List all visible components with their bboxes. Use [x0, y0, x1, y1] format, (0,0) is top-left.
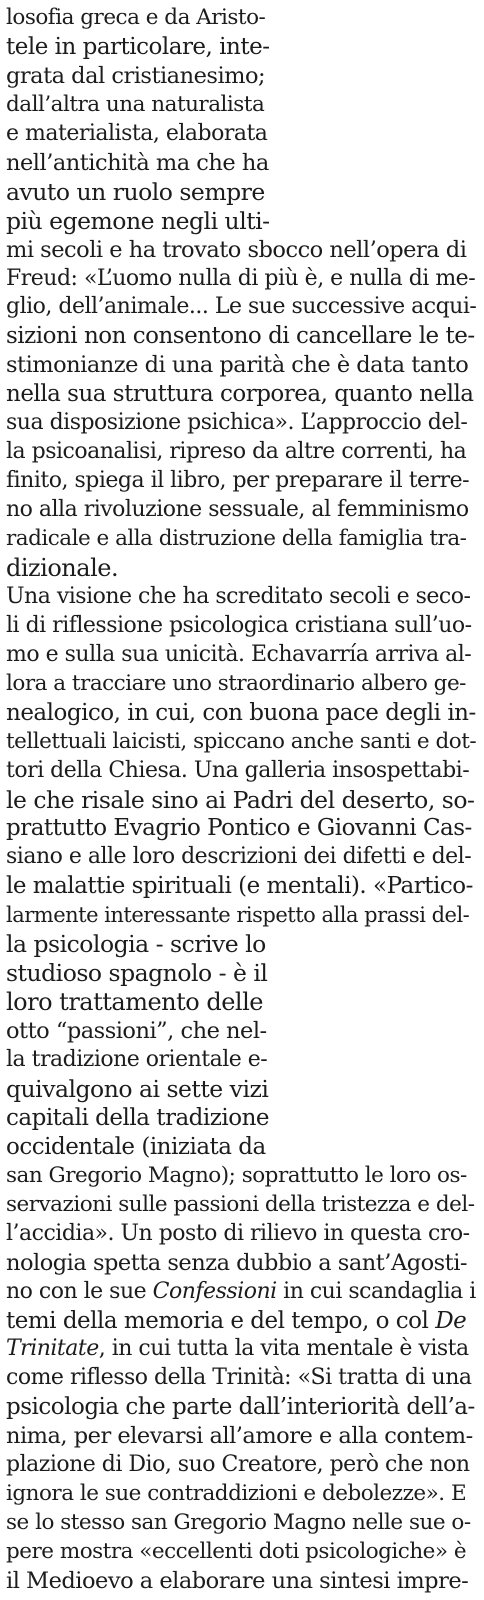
book-title-trinitate: Trinitate [6, 1336, 99, 1362]
text-line: sizioni non consentono di cancellare le te- [6, 323, 475, 350]
text-line: loro trattamento delle [6, 988, 263, 1017]
text-line: larmente interessante rispetto alla prassi del- [6, 903, 470, 928]
text-line: Freud: «L’uomo nulla di più è, e nulla di me- [6, 265, 476, 291]
text-line: grata dal cristianesimo; [6, 62, 266, 89]
text-line: avuto un ruolo sempre [6, 177, 265, 206]
text-line: come riflesso della Trinità: «Si tratta di una [6, 1365, 472, 1391]
text-line: radicale e alla distruzione della famiglia tra- [6, 526, 467, 552]
text-segment: , in cui tutta la vita mentale è vista [98, 1336, 469, 1362]
book-title-confessioni: Confessioni [152, 1278, 277, 1304]
text-line: mo e sulla sua unicità. Echavarría arriva al- [6, 641, 472, 667]
text-line: la tradizione orientale e- [6, 1047, 268, 1073]
text-line: la psicologia - scrive lo [6, 930, 266, 959]
text-line: quivalgono ai sette vizi [6, 1074, 269, 1103]
text-line: nologia spetta senza dubbio a sant’Agosti- [6, 1249, 468, 1276]
text-line: sua disposizione psichica». L’approccio del- [6, 410, 468, 436]
text-line: san Gregorio Magno); soprattutto le loro os- [6, 1162, 467, 1188]
text-line: occidentale (iniziata da [6, 1133, 266, 1160]
text-line: il Medioevo a elaborare una sintesi impre- [6, 1568, 469, 1595]
text-line: tellettuali laicisti, spiccano anche santi e dot- [6, 728, 477, 754]
text-line: otto “passioni”, che nel- [6, 1018, 267, 1045]
text-line: le malattie spirituali (e mentali). «Partico- [6, 873, 473, 900]
text-line: servazioni sulle passioni della tristezza e del- [6, 1191, 475, 1217]
text-line: le che risale sino ai Padri del deserto, so- [6, 785, 475, 814]
text-line: capitali della tradizione [6, 1104, 269, 1131]
text-line: nima, per elevarsi all’amore e alla contem- [6, 1423, 473, 1450]
text-line: nealogico, in cui, con buona pace degli in- [6, 699, 476, 726]
book-title-de: De [435, 1307, 467, 1334]
text-line: l’accidia». Un posto di rilievo in questa cro- [6, 1220, 470, 1246]
text-line: Una visione che ha screditato secoli e seco- [6, 583, 471, 609]
text-line: psicologia che parte dall’interiorità dell’a- [6, 1394, 475, 1421]
text-line: dizionale. [6, 553, 119, 582]
text-line: no alla rivoluzione sessuale, al femminismo [6, 497, 469, 523]
text-line: nell’antichità ma che ha [6, 149, 269, 176]
text-line: finito, spiega il libro, per preparare il terre- [6, 468, 470, 494]
text-line: prattutto Evagrio Pontico e Giovanni Cas- [6, 815, 472, 842]
text-line: ignora le sue contraddizioni e debolezze». E [6, 1481, 467, 1507]
text-line: se lo stesso san Gregorio Magno nelle sue o- [6, 1510, 471, 1536]
text-line: mi secoli e ha trovato sbocco nell’opera di [6, 236, 467, 263]
text-line: tori della Chiesa. Una galleria insospettabi- [6, 757, 470, 783]
text-line: losofia greca e da Aristo- [6, 5, 266, 30]
text-line: siano e alle loro descrizioni dei difetti e del- [6, 844, 472, 870]
text-line: studioso spagnolo - è il [6, 959, 268, 988]
text-line: la psicoanalisi, ripreso da altre correnti, ha [6, 439, 467, 465]
text-segment: in cui scandaglia i [283, 1278, 476, 1304]
text-line [6, 1278, 476, 1307]
text-line: plazione di Dio, suo Creatore, però che non [6, 1452, 470, 1478]
text-line: più egemone negli ulti- [6, 206, 270, 235]
text-line: stimonianze di una parità che è data tanto [6, 352, 469, 379]
text-line: e materialista, elaborata [6, 120, 268, 146]
text-line: pere mostra «eccellenti doti psicologiche» è [6, 1539, 467, 1565]
text-line: li di riflessione psicologica cristiana sull’uo- [6, 612, 472, 638]
text-line: glio, dell’animale... Le sue successive acqui- [6, 294, 477, 320]
text-line: tele in particolare, inte- [6, 33, 270, 60]
text-line [6, 1335, 476, 1364]
text-line [6, 1307, 476, 1336]
text-segment: no con le sue [6, 1278, 147, 1304]
text-segment: temi della memoria e del tempo, o col [6, 1307, 429, 1334]
text-line: dall’altra una naturalista [6, 91, 265, 117]
text-line: lora a tracciare uno straordinario albero ge- [6, 670, 466, 696]
text-line: nella sua struttura corporea, quanto nella [6, 381, 474, 408]
